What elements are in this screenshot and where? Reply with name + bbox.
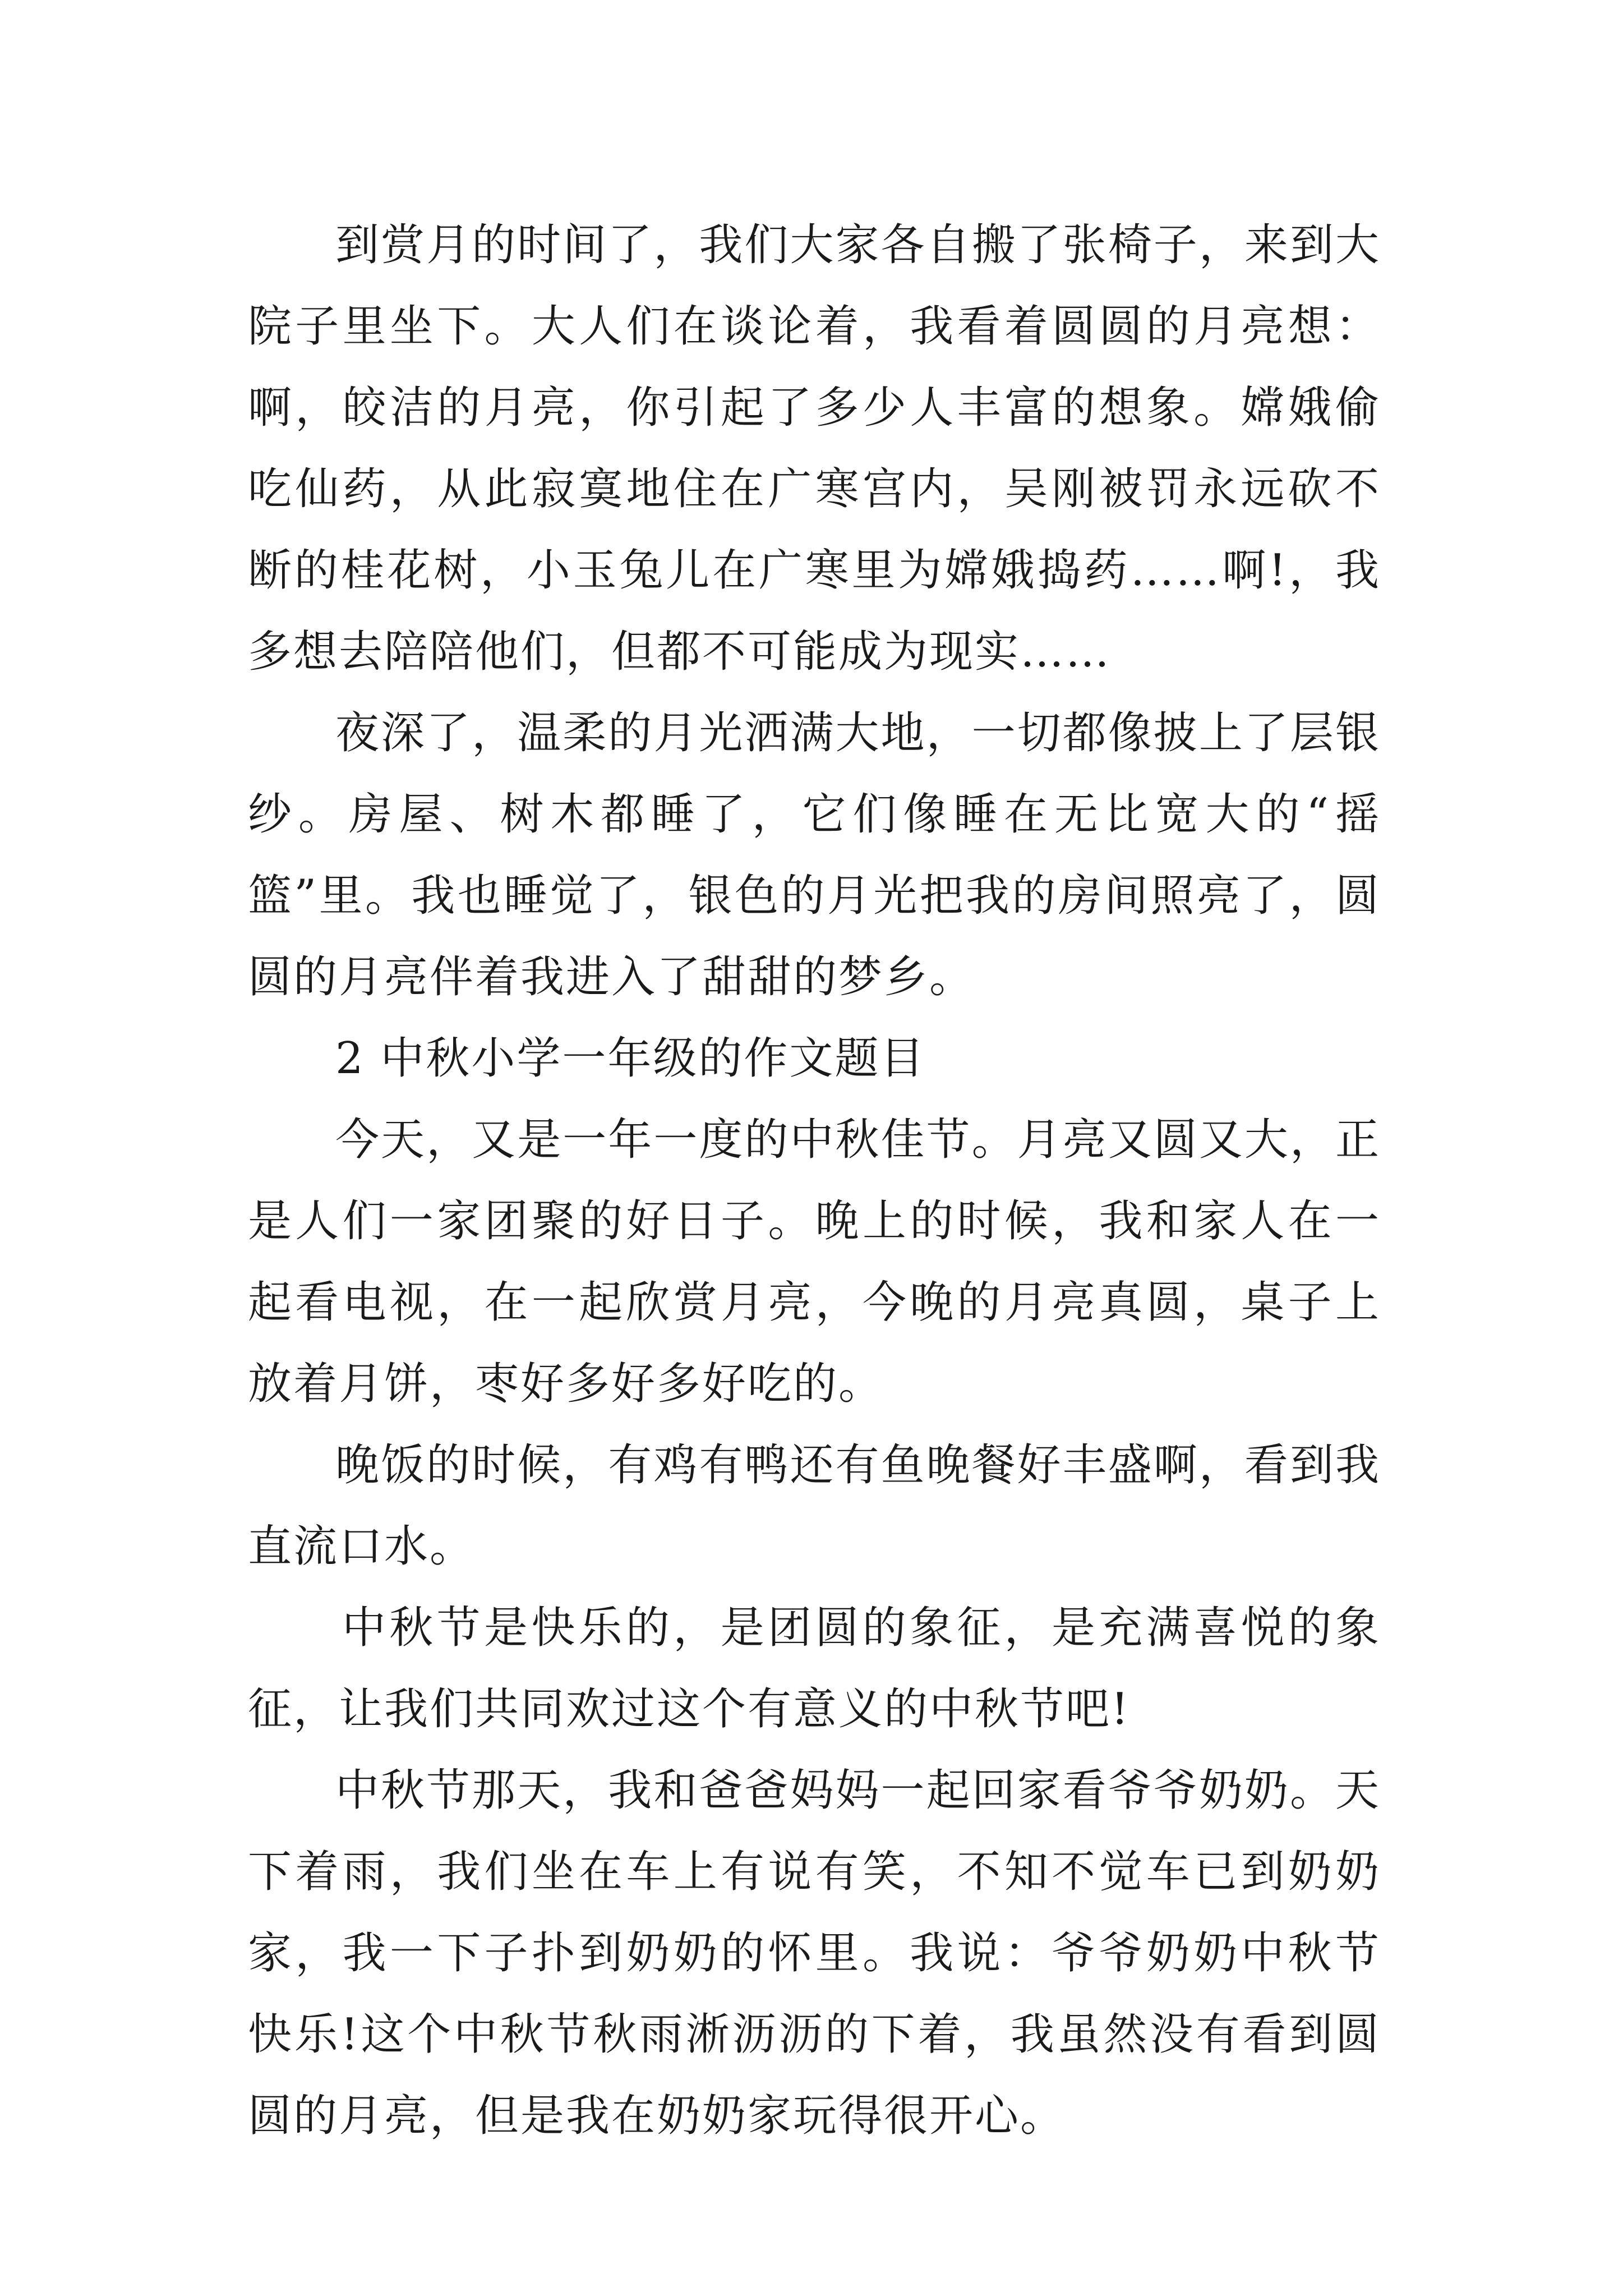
paragraph-moon-viewing: 到赏月的时间了，我们大家各自搬了张椅子，来到大院子里坐下。大人们在谈论着，我看着圆圆的月亮想：啊，皎洁的月亮，你引起了多少人丰富的想象。嫦娥偷吃仙药，从此寂寞地住在广寒宫内，吴刚被罚永远砍不断的桂花树，小玉兔儿在广寒里为嫦娥捣药……啊!，我多想去陪陪他们，但都不可能成为现实…… — [248, 220, 1381, 677]
paragraph-today: 今天，又是一年一度的中秋佳节。月亮又圆又大，正是人们一家团聚的好日子。晚上的时候，我和家人在一起看电视，在一起欣赏月亮，今晚的月亮真圆，桌子上放着月饼，枣好多好多好吃的。 — [248, 1115, 1381, 1409]
paragraph-dinner: 晚饭的时候，有鸡有鸭还有鱼晚餐好丰盛啊，看到我直流口水。 — [248, 1440, 1381, 1572]
paragraph-grandparents: 中秋节那天，我和爸爸妈妈一起回家看爷爷奶奶。天下着雨，我们坐在车上有说有笑，不知不觉车已到奶奶家，我一下子扑到奶奶的怀里。我说：爷爷奶奶中秋节快乐!这个中秋节秋雨淅沥沥的下着，我虽然没有看到圆圆的月亮，但是我在奶奶家玩得很开心。 — [248, 1765, 1381, 2141]
paragraph-night: 夜深了，温柔的月光洒满大地，一切都像披上了层银纱。房屋、树木都睡了，它们像睡在无比宽大的“摇篮”里。我也睡觉了，银色的月光把我的房间照亮了，圆圆的月亮伴着我进入了甜甜的梦乡。 — [248, 708, 1381, 1002]
document-body — [248, 205, 1381, 2157]
section-heading: 2 中秋小学一年级的作文题目 — [335, 1033, 926, 1084]
paragraph-reunion: 中秋节是快乐的，是团圆的象征，是充满喜悦的象征，让我们共同欢过这个有意义的中秋节吧! — [248, 1603, 1381, 1734]
